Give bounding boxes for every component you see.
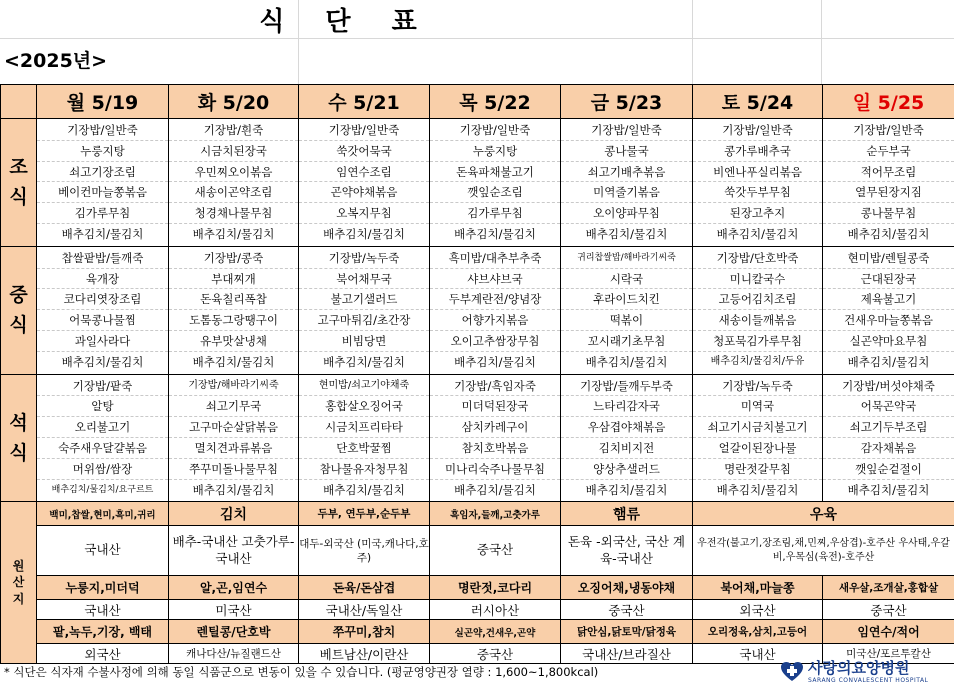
meal-cell <box>561 119 693 247</box>
dish-item: 쇠고기배추볶음 <box>561 162 692 183</box>
origin-header: 오리정육,삼치,고등어 <box>693 620 823 644</box>
origin-header: 돈육/돈삼겹 <box>299 576 430 600</box>
meal-label: 중 식 <box>1 246 37 374</box>
origin-header: 우육 <box>693 502 954 526</box>
dish-item: 멸치견과류볶음 <box>169 438 298 459</box>
dish-item: 된장고추지 <box>693 203 822 224</box>
dish-item: 시락국 <box>561 269 692 290</box>
dish-item: 쭈꾸미돌나물무침 <box>169 459 298 480</box>
dish-item: 기장밥/흰죽 <box>169 120 298 141</box>
origin-header: 새우살,조개살,홍합살 <box>823 576 954 600</box>
dish-item: 찹쌀팥밥/들깨죽 <box>37 248 168 269</box>
meal-cell <box>169 119 299 247</box>
dish-item: 단호박꿀찜 <box>299 438 429 459</box>
corner-cell <box>1 85 37 119</box>
dish-item: 기장밥/일반죽 <box>430 120 560 141</box>
meal-cell <box>299 119 430 247</box>
dish-item: 배추김치/물김치 <box>61 354 144 369</box>
dish-item: 떡볶이 <box>561 310 692 331</box>
dish-item: 배추김치/물김치 <box>454 226 536 241</box>
dish-item: 열무된장지짐 <box>823 182 954 203</box>
dish-item: 유부맛살냉채 <box>169 331 298 352</box>
dish-item: 새송이곤약조림 <box>169 182 298 203</box>
dish-item: 미나리숙주나물무침 <box>430 459 560 480</box>
dish-item: 임연수조림 <box>299 162 429 183</box>
dish-item: 기장밥/버섯야채죽 <box>823 376 954 397</box>
dish-item: 흑미밥/대추부추죽 <box>430 248 560 269</box>
dish-item: 배추김치/물김치 <box>454 354 536 369</box>
menu-table <box>0 84 954 664</box>
dish-item: 돈육칠리폭찹 <box>169 289 298 310</box>
dish-item: 비엔나푸실리볶음 <box>693 162 822 183</box>
dish-item: 배추김치/물김치 <box>61 226 144 241</box>
dish-item: 청포묵김가루무침 <box>693 331 822 352</box>
dish-item: 쇠고기장조림 <box>37 162 168 183</box>
heart-cross-icon <box>780 660 804 684</box>
origin-header: 흑임자,들깨,고춧가루 <box>430 502 561 526</box>
dish-item: 배추김치/물김치 <box>847 354 930 369</box>
meal-cell <box>430 119 561 247</box>
origin-value: 미국산/포르투칼산 <box>823 644 954 664</box>
dish-item: 고구마순살닭볶음 <box>169 417 298 438</box>
dish-item: 기장밥/일반죽 <box>823 120 954 141</box>
dish-item: 얼갈이된장나물 <box>693 438 822 459</box>
dish-item: 깻잎순조림 <box>430 182 560 203</box>
dish-item: 누룽지탕 <box>37 141 168 162</box>
origin-value: 배추-국내산 고춧가루-국내산 <box>169 526 299 576</box>
meal-cell <box>430 374 561 502</box>
dish-item: 시금치된장국 <box>169 141 298 162</box>
meal-cell <box>823 119 954 247</box>
dish-item: 머위쌈/쌈장 <box>37 459 168 480</box>
meal-row <box>1 119 954 247</box>
dish-item: 배추김치/물김치 <box>192 354 275 369</box>
dish-item: 기장밥/들깨두부죽 <box>561 376 692 397</box>
meal-cell <box>693 119 823 247</box>
dish-item: 기장밥/일반죽 <box>37 120 168 141</box>
origin-header: 햄류 <box>561 502 693 526</box>
origin-value: 국내산 <box>37 526 169 576</box>
origin-value: 캐나다산/뉴질랜드산 <box>169 644 299 664</box>
dish-item: 배추김치/물김치 <box>585 354 668 369</box>
dish-item: 쇠고기시금치불고기 <box>693 417 822 438</box>
dish-item: 쑥갓어묵국 <box>299 141 429 162</box>
meal-cell <box>693 374 823 502</box>
day-header-fri: 금 5/23 <box>561 85 693 119</box>
dish-item: 쇠고기무국 <box>169 396 298 417</box>
origin-value: 외국산 <box>37 644 169 664</box>
origin-label: 원 산 지 <box>1 502 37 664</box>
dish-item: 불고기샐러드 <box>299 289 429 310</box>
dish-item: 어묵곤약국 <box>823 396 954 417</box>
origin-header: 실곤약,건새우,곤약 <box>430 620 561 644</box>
dish-item: 배추김치/물김치 <box>192 226 275 241</box>
origin-value: 대두-외국산 (미국,캐나다,호주) <box>299 526 430 576</box>
dish-item: 기장밥/녹두죽 <box>299 248 429 269</box>
origin-value: 미국산 <box>169 600 299 620</box>
meal-cell <box>299 246 430 374</box>
dish-item: 배추김치/물김치 <box>716 226 799 241</box>
origin-header: 명란젓,코다리 <box>430 576 561 600</box>
meal-cell <box>823 374 954 502</box>
meal-cell <box>169 374 299 502</box>
dish-item: 양상추샐러드 <box>561 459 692 480</box>
dish-item: 숙주새우달걀볶음 <box>37 438 168 459</box>
dish-item: 배추김치/물김치 <box>454 482 536 497</box>
origin-row-2-headers <box>1 576 954 600</box>
origin-value: 중국산 <box>823 600 954 620</box>
dish-item: 돈육파채불고기 <box>430 162 560 183</box>
meal-cell <box>561 374 693 502</box>
dish-item: 김가루무침 <box>430 203 560 224</box>
meal-cell <box>37 374 169 502</box>
day-header-mon: 월 5/19 <box>37 85 169 119</box>
origin-value: 우전각(불고기,장조림,채,민찌,우삼겹)-호주산 우사태,우갈비,우목심(육전)-호주산 <box>693 526 954 576</box>
meal-row <box>1 246 954 374</box>
dish-item: 김치비지전 <box>561 438 692 459</box>
dish-item: 기장밥/일반죽 <box>299 120 429 141</box>
dish-item: 오이양파무침 <box>561 203 692 224</box>
meal-label: 조 식 <box>1 119 37 247</box>
dish-item: 육개장 <box>37 269 168 290</box>
footer-note: * 식단은 식자재 수불사정에 의해 동일 식품군으로 변동이 있을 수 있습니다. (평균영양권장 열량 : 1,600~1,800kcal) <box>4 665 599 679</box>
dish-item: 오리불고기 <box>37 417 168 438</box>
year-label: <2025년> <box>4 50 108 72</box>
meal-cell <box>37 119 169 247</box>
origin-value: 외국산 <box>693 600 823 620</box>
origin-value: 중국산 <box>430 526 561 576</box>
dish-item: 배추김치/물김치 <box>716 482 799 497</box>
origin-value: 베트남산/이란산 <box>299 644 430 664</box>
meal-cell <box>169 246 299 374</box>
origin-value: 국내산/독일산 <box>299 600 430 620</box>
origin-value: 러시아산 <box>430 600 561 620</box>
dish-item: 두부계란전/양념장 <box>430 289 560 310</box>
dish-item: 고등어김치조림 <box>693 289 822 310</box>
dish-item: 배추김치/물김치/요구르트 <box>51 484 154 495</box>
dish-item: 기장밥/단호박죽 <box>693 248 822 269</box>
dish-item: 현미밥/쇠고기야채죽 <box>299 376 429 397</box>
origin-header: 팥,녹두,기장, 백태 <box>37 620 169 644</box>
dish-item: 느타리감자국 <box>561 396 692 417</box>
dish-item: 북어채무국 <box>299 269 429 290</box>
dish-item: 감자채볶음 <box>823 438 954 459</box>
dish-item: 건새우마늘쫑볶음 <box>823 310 954 331</box>
dish-item: 삼치카레구이 <box>430 417 560 438</box>
dish-item: 과일사라다 <box>37 331 168 352</box>
dish-item: 청경채나물무침 <box>169 203 298 224</box>
dish-item: 고구마튀김/초간장 <box>299 310 429 331</box>
origin-row-1-headers <box>1 502 954 526</box>
dish-item: 기장밥/해바라기씨죽 <box>169 376 298 397</box>
dish-item: 참치호박볶음 <box>430 438 560 459</box>
dish-item: 배추김치/물김치 <box>323 354 405 369</box>
dish-item: 콩나물국 <box>561 141 692 162</box>
origin-header: 렌틸콩/단호박 <box>169 620 299 644</box>
dish-item: 배추김치/물김치 <box>847 226 930 241</box>
day-header-sun: 일 5/25 <box>823 85 954 119</box>
origin-value: 돈육 -외국산, 국산 계육-국내산 <box>561 526 693 576</box>
dish-item: 미역줄기볶음 <box>561 182 692 203</box>
hospital-logo <box>780 657 952 687</box>
meal-cell <box>823 246 954 374</box>
origin-value: 중국산 <box>430 644 561 664</box>
origin-header: 백미,찹쌀,현미,흑미,귀리 <box>37 502 169 526</box>
dish-item: 깻잎순겉절이 <box>823 459 954 480</box>
dish-item: 어향가지볶음 <box>430 310 560 331</box>
dish-item: 미역국 <box>693 396 822 417</box>
day-header-tue: 화 5/20 <box>169 85 299 119</box>
dish-item: 미더덕된장국 <box>430 396 560 417</box>
dish-item: 비빔당면 <box>299 331 429 352</box>
dish-item: 배추김치/물김치 <box>323 226 405 241</box>
dish-item: 오이고추쌈장무침 <box>430 331 560 352</box>
meal-label: 석 식 <box>1 374 37 502</box>
dish-item: 제육불고기 <box>823 289 954 310</box>
origin-value: 국내산/브라질산 <box>561 644 693 664</box>
dish-item: 꼬시래기초무침 <box>561 331 692 352</box>
dish-item: 우민찌오이볶음 <box>169 162 298 183</box>
origin-row-2-values <box>1 600 954 620</box>
page-title: 식 단 표 <box>259 6 433 37</box>
origin-header: 알,곤,임연수 <box>169 576 299 600</box>
dish-item: 홍합살오징어국 <box>299 396 429 417</box>
origin-header: 닭안심,닭토막/닭정육 <box>561 620 693 644</box>
meal-cell <box>693 246 823 374</box>
dish-item: 기장밥/팥죽 <box>37 376 168 397</box>
dish-item: 명란젓갈무침 <box>693 459 822 480</box>
meal-cell <box>37 246 169 374</box>
dish-item: 후라이드치킨 <box>561 289 692 310</box>
dish-item: 알탕 <box>37 396 168 417</box>
origin-header: 누룽지,미더덕 <box>37 576 169 600</box>
origin-header: 임연수/적어 <box>823 620 954 644</box>
meal-cell <box>561 246 693 374</box>
dish-item: 현미밥/렌틸콩죽 <box>823 248 954 269</box>
dish-item: 참나물유자청무침 <box>299 459 429 480</box>
dish-item: 배추김치/물김치 <box>323 482 405 497</box>
logo-name: 사랑의요양병원 <box>808 658 910 677</box>
origin-row-3-headers <box>1 620 954 644</box>
dish-item: 귀리찹쌀밥/해바라기씨죽 <box>561 248 692 269</box>
day-header-thu: 목 5/22 <box>430 85 561 119</box>
dish-item: 기장밥/일반죽 <box>561 120 692 141</box>
day-header-row <box>1 85 954 119</box>
meal-cell <box>430 246 561 374</box>
day-header-sat: 토 5/24 <box>693 85 823 119</box>
origin-header: 오징어채,냉동야채 <box>561 576 693 600</box>
dish-item: 미니칼국수 <box>693 269 822 290</box>
dish-item: 순두부국 <box>823 141 954 162</box>
dish-item: 쇠고기두부조림 <box>823 417 954 438</box>
origin-header: 북어채,마늘쫑 <box>693 576 823 600</box>
dish-item: 김가루무침 <box>37 203 168 224</box>
dish-item: 새송이들깨볶음 <box>693 310 822 331</box>
dish-item: 배추김치/물김치 <box>585 226 668 241</box>
dish-item: 배추김치/물김치 <box>585 482 668 497</box>
dish-item: 배추김치/물김치 <box>192 482 275 497</box>
dish-item: 우삼겹야채볶음 <box>561 417 692 438</box>
dish-item: 기장밥/흑임자죽 <box>430 376 560 397</box>
dish-item: 어묵콩나물찜 <box>37 310 168 331</box>
dish-item: 기장밥/콩죽 <box>169 248 298 269</box>
origin-value: 국내산 <box>693 644 823 664</box>
logo-subtitle: SARANG CONVALESCENT HOSPITAL <box>808 676 929 684</box>
day-header-wed: 수 5/21 <box>299 85 430 119</box>
meal-cell <box>299 374 430 502</box>
dish-item: 콩가루배추국 <box>693 141 822 162</box>
dish-item: 적어무조림 <box>823 162 954 183</box>
dish-item: 기장밥/녹두죽 <box>693 376 822 397</box>
dish-item: 누룽지탕 <box>430 141 560 162</box>
origin-row-1-values <box>1 526 954 576</box>
origin-value: 국내산 <box>37 600 169 620</box>
dish-item: 실곤약마요무침 <box>823 331 954 352</box>
dish-item: 도톰동그랑땡구이 <box>169 310 298 331</box>
dish-item: 배추김치/물김치 <box>847 482 930 497</box>
dish-item: 샤브샤브국 <box>430 269 560 290</box>
dish-item: 시금치프리타타 <box>299 417 429 438</box>
dish-item: 근대된장국 <box>823 269 954 290</box>
dish-item: 오복지무침 <box>299 203 429 224</box>
origin-header: 쭈꾸미,참치 <box>299 620 430 644</box>
dish-item: 코다리엿장조림 <box>37 289 168 310</box>
meal-row <box>1 374 954 502</box>
origin-header: 두부, 연두부,순두부 <box>299 502 430 526</box>
origin-header: 김치 <box>169 502 299 526</box>
dish-item: 곤약야채볶음 <box>299 182 429 203</box>
dish-item: 부대찌개 <box>169 269 298 290</box>
dish-item: 쑥갓두부무침 <box>693 182 822 203</box>
dish-item: 기장밥/일반죽 <box>693 120 822 141</box>
origin-value: 중국산 <box>561 600 693 620</box>
dish-item: 배추김치/물김치/두유 <box>710 355 805 367</box>
dish-item: 콩나물무침 <box>823 203 954 224</box>
dish-item: 베이컨마늘쫑볶음 <box>37 182 168 203</box>
